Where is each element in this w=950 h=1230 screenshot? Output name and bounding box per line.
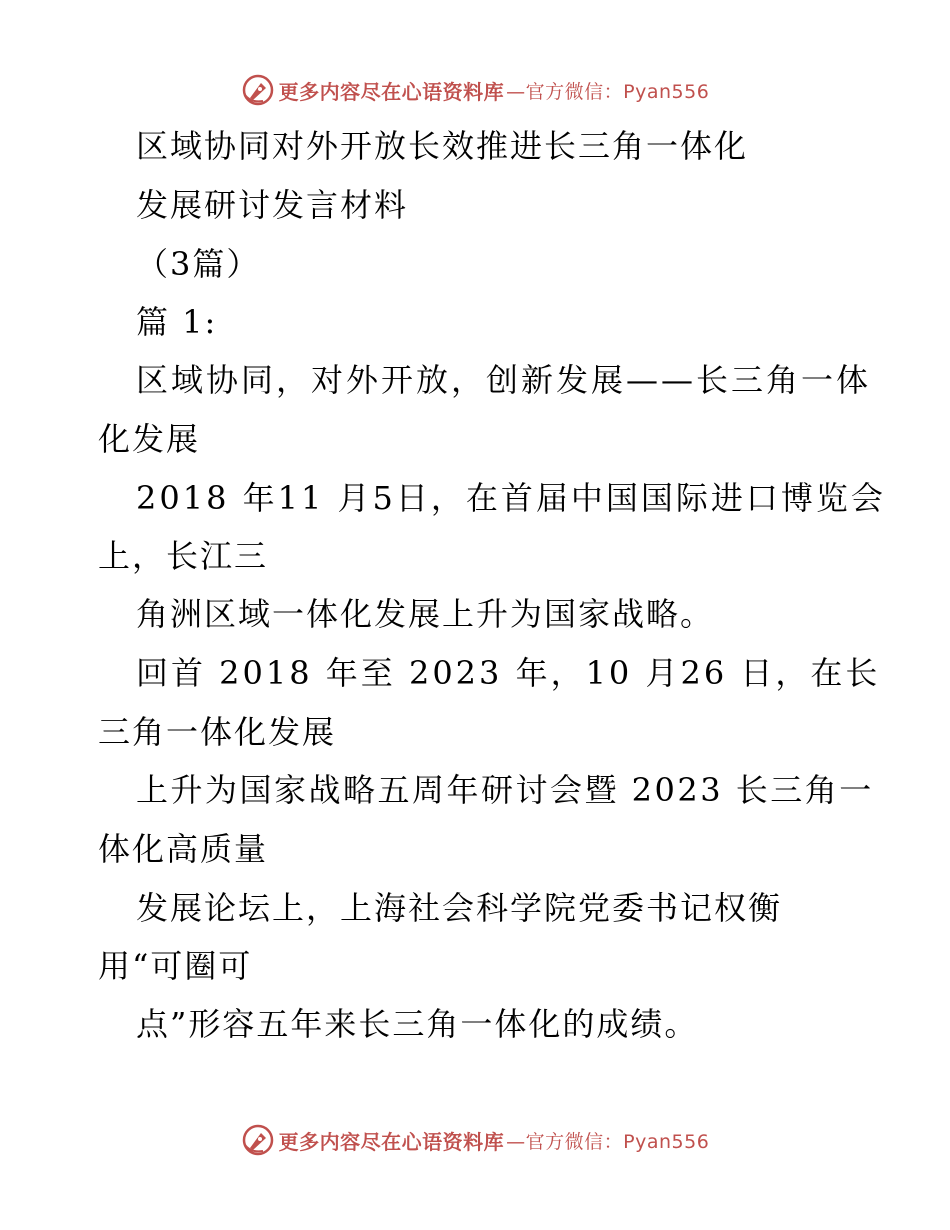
banner-wechat-text: —官方微信：Pyan556 (506, 80, 710, 103)
text-line: 点”形容五年来长三角一体化的成绩。 (136, 1005, 699, 1043)
text-line: 回首 2018 年至 2023 年，10 月26 日，在长 (136, 654, 881, 692)
banner-wechat-text: —官方微信：Pyan556 (506, 1130, 710, 1153)
text-line: 区域协同，对外开放，创新发展——长三角一体 (136, 361, 872, 399)
text-line: 角洲区域一体化发展上升为国家战略。 (136, 595, 715, 633)
pen-nib-logo-icon (241, 1123, 275, 1157)
footer-watermark-banner (0, 1120, 950, 1160)
header-watermark-banner (0, 70, 950, 110)
document-title-line-2: 发展研讨发言材料 (136, 186, 409, 224)
text-line: 上升为国家战略五周年研讨会暨 2023 长三角一 (136, 771, 874, 809)
text-line: 发展论坛上，上海社会科学院党委书记权衡 (136, 889, 783, 927)
text-line: 上，长江三 (98, 537, 269, 575)
text-line: 化发展 (98, 420, 201, 458)
banner-site-text: 更多内容尽在心语资料库 (278, 79, 505, 104)
text-line: 2018 年11 月5日，在首届中国国际进口博览会 (136, 479, 886, 517)
text-line: 三角一体化发展 (98, 713, 337, 751)
document-subtitle: （3篇） (136, 245, 261, 283)
section-heading: 篇 1: (136, 303, 218, 341)
text-line: 用“可圈可 (98, 947, 253, 985)
text-line: 体化高质量 (98, 830, 269, 868)
banner-site-text: 更多内容尽在心语资料库 (278, 1129, 505, 1154)
document-title-line-1: 区域协同对外开放长效推进长三角一体化 (136, 127, 749, 165)
pen-nib-logo-icon (241, 73, 275, 107)
